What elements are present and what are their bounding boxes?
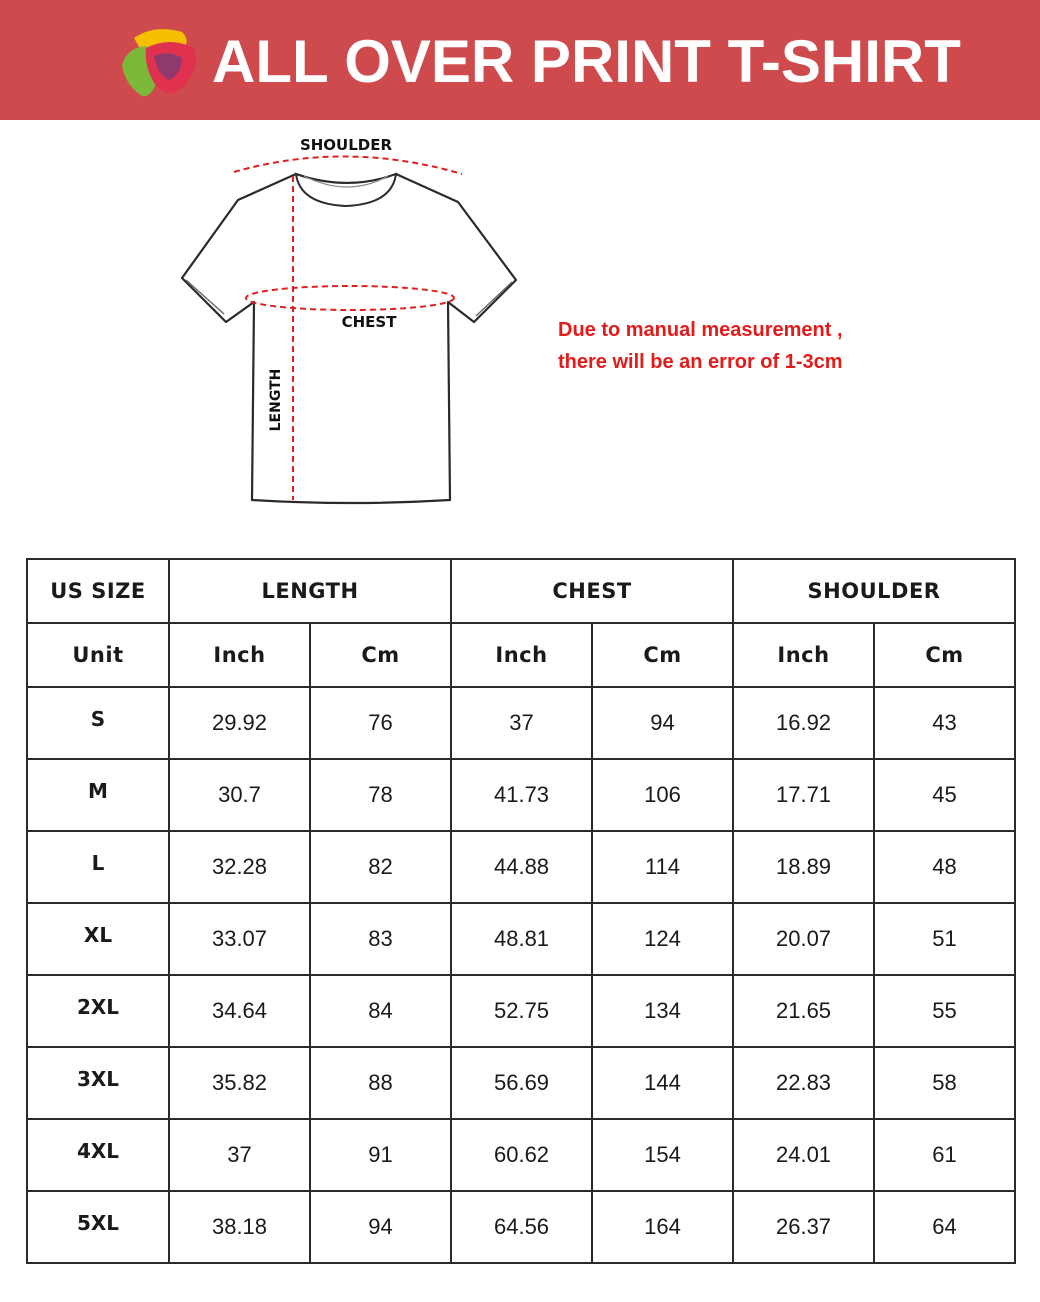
size-cell: 2XL bbox=[27, 975, 169, 1047]
value-cell: 48 bbox=[874, 831, 1015, 903]
value-cell: 56.69 bbox=[451, 1047, 592, 1119]
table-row bbox=[27, 831, 1015, 903]
unit-header: Inch bbox=[451, 623, 592, 687]
tshirt-outline bbox=[182, 174, 516, 503]
value-cell: 60.62 bbox=[451, 1119, 592, 1191]
value-cell: 84 bbox=[310, 975, 451, 1047]
title-banner bbox=[0, 0, 1040, 120]
table-row bbox=[27, 975, 1015, 1047]
value-cell: 134 bbox=[592, 975, 733, 1047]
brand-logo-icon bbox=[120, 26, 200, 98]
value-cell: 44.88 bbox=[451, 831, 592, 903]
size-cell: M bbox=[27, 759, 169, 831]
value-cell: 26.37 bbox=[733, 1191, 874, 1263]
value-cell: 64 bbox=[874, 1191, 1015, 1263]
tshirt-diagram bbox=[160, 130, 540, 520]
table-row bbox=[27, 903, 1015, 975]
length-group-header: LENGTH bbox=[169, 559, 451, 623]
size-cell: S bbox=[27, 687, 169, 759]
size-cell: 5XL bbox=[27, 1191, 169, 1263]
table-row bbox=[27, 1191, 1015, 1263]
value-cell: 94 bbox=[592, 687, 733, 759]
value-cell: 114 bbox=[592, 831, 733, 903]
shoulder-group-header: SHOULDER bbox=[733, 559, 1015, 623]
value-cell: 18.89 bbox=[733, 831, 874, 903]
unit-header: Cm bbox=[310, 623, 451, 687]
value-cell: 29.92 bbox=[169, 687, 310, 759]
value-cell: 37 bbox=[451, 687, 592, 759]
value-cell: 64.56 bbox=[451, 1191, 592, 1263]
banner-title: ALL OVER PRINT T-SHIRT bbox=[212, 28, 961, 95]
value-cell: 61 bbox=[874, 1119, 1015, 1191]
chest-label: CHEST bbox=[341, 313, 397, 331]
chest-group-header: CHEST bbox=[451, 559, 733, 623]
note-line-2: there will be an error of 1-3cm bbox=[558, 351, 843, 373]
value-cell: 45 bbox=[874, 759, 1015, 831]
note-line-1: Due to manual measurement , bbox=[558, 319, 843, 341]
table-row bbox=[27, 759, 1015, 831]
value-cell: 34.64 bbox=[169, 975, 310, 1047]
value-cell: 32.28 bbox=[169, 831, 310, 903]
shoulder-measure-line bbox=[234, 156, 462, 174]
value-cell: 106 bbox=[592, 759, 733, 831]
size-cell: XL bbox=[27, 903, 169, 975]
value-cell: 16.92 bbox=[733, 687, 874, 759]
size-cell: 3XL bbox=[27, 1047, 169, 1119]
value-cell: 22.83 bbox=[733, 1047, 874, 1119]
value-cell: 83 bbox=[310, 903, 451, 975]
unit-header: Cm bbox=[874, 623, 1015, 687]
value-cell: 144 bbox=[592, 1047, 733, 1119]
value-cell: 91 bbox=[310, 1119, 451, 1191]
value-cell: 33.07 bbox=[169, 903, 310, 975]
value-cell: 82 bbox=[310, 831, 451, 903]
size-chart-table bbox=[26, 558, 1016, 1264]
shoulder-label: SHOULDER bbox=[299, 136, 393, 154]
value-cell: 154 bbox=[592, 1119, 733, 1191]
unit-header: Cm bbox=[592, 623, 733, 687]
table-row bbox=[27, 1119, 1015, 1191]
value-cell: 20.07 bbox=[733, 903, 874, 975]
value-cell: 52.75 bbox=[451, 975, 592, 1047]
value-cell: 58 bbox=[874, 1047, 1015, 1119]
value-cell: 24.01 bbox=[733, 1119, 874, 1191]
size-cell: 4XL bbox=[27, 1119, 169, 1191]
value-cell: 78 bbox=[310, 759, 451, 831]
value-cell: 38.18 bbox=[169, 1191, 310, 1263]
table-row bbox=[27, 1047, 1015, 1119]
value-cell: 88 bbox=[310, 1047, 451, 1119]
us-size-header: US SIZE bbox=[27, 559, 169, 623]
length-label: LENGTH bbox=[268, 368, 284, 432]
size-cell: L bbox=[27, 831, 169, 903]
group-header-row bbox=[27, 559, 1015, 623]
table-row bbox=[27, 687, 1015, 759]
value-cell: 164 bbox=[592, 1191, 733, 1263]
unit-header-row bbox=[27, 623, 1015, 687]
value-cell: 43 bbox=[874, 687, 1015, 759]
unit-label: Unit bbox=[27, 623, 169, 687]
value-cell: 17.71 bbox=[733, 759, 874, 831]
value-cell: 35.82 bbox=[169, 1047, 310, 1119]
value-cell: 41.73 bbox=[451, 759, 592, 831]
value-cell: 51 bbox=[874, 903, 1015, 975]
value-cell: 48.81 bbox=[451, 903, 592, 975]
unit-header: Inch bbox=[169, 623, 310, 687]
value-cell: 124 bbox=[592, 903, 733, 975]
value-cell: 76 bbox=[310, 687, 451, 759]
value-cell: 37 bbox=[169, 1119, 310, 1191]
measurement-note bbox=[558, 314, 918, 378]
value-cell: 94 bbox=[310, 1191, 451, 1263]
value-cell: 21.65 bbox=[733, 975, 874, 1047]
unit-header: Inch bbox=[733, 623, 874, 687]
value-cell: 30.7 bbox=[169, 759, 310, 831]
value-cell: 55 bbox=[874, 975, 1015, 1047]
